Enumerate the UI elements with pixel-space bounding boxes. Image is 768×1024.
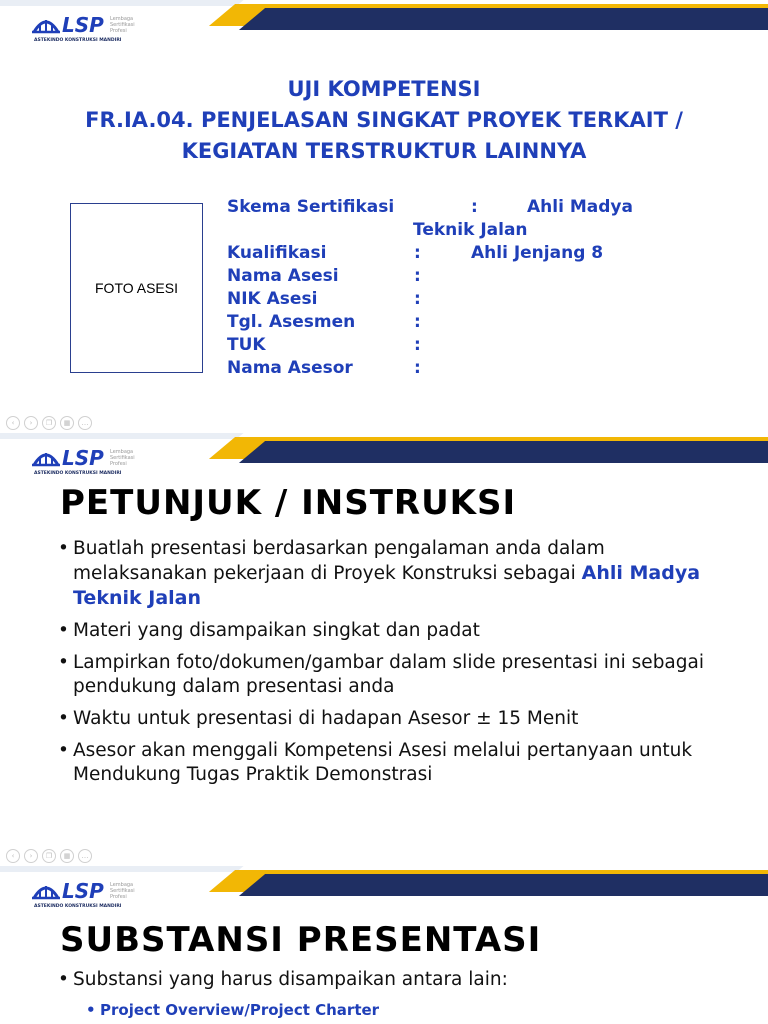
list-item: • Lampirkan foto/dokumen/gambar dalam slide presentasi ini sebagai pendukung dalam presentasi anda [58,651,738,699]
list-item [58,537,738,611]
header-navy-stripe [239,8,768,30]
instruction-list [58,537,738,795]
svg-text:ASTEKINDO KONSTRUKSI MANDIRI: ASTEKINDO KONSTRUKSI MANDIRI [34,471,122,476]
header-light-stripe [0,0,244,6]
section-heading: SUBSTANSI PRESENTASI [60,920,542,960]
slide-nav-controls [6,849,92,863]
instruction-text-1: Buatlah presentasi berdasarkan pengalaman anda dalam melaksanakan pekerjaan di Proyek Konstruksi sebagai [73,538,605,584]
nik-label: NIK Asesi [227,289,318,309]
list-item: • Waktu untuk presentasi di hadapan Asesor ± 15 Menit [58,707,738,731]
instruction-highlight: Ahli Madya Teknik Jalan [73,562,701,609]
tgl-asesmen-label: Tgl. Asesmen [227,312,356,332]
lsp-logo [30,874,142,910]
svg-text:ASTEKINDO KONSTRUKSI MANDIRI: ASTEKINDO KONSTRUKSI MANDIRI [34,38,122,43]
header-navy-stripe [239,874,768,896]
list-item: • Project Overview/Project Charter [58,998,738,1022]
more-icon[interactable]: … [78,416,92,430]
svg-text:Profesi: Profesi [110,894,127,900]
prev-icon[interactable]: ‹ [6,849,20,863]
list-item: • Substansi yang harus disampaikan antara lain: [58,968,738,992]
more-icon[interactable]: … [78,849,92,863]
nik-colon: : [414,289,421,309]
lsp-logo [30,8,142,44]
section-heading: PETUNJUK / INSTRUKSI [60,483,517,523]
kualifikasi-value: Ahli Jenjang 8 [471,243,604,263]
skema-colon: : [471,197,478,217]
grid-icon[interactable]: ▦ [60,849,74,863]
prev-icon[interactable]: ‹ [6,416,20,430]
slide-title [0,74,768,167]
header-navy-stripe [239,441,768,463]
grid-icon[interactable]: ▦ [60,416,74,430]
list-item: • Materi yang disampaikan singkat dan padat [58,619,738,643]
svg-text:Profesi: Profesi [110,28,127,34]
list-item: • Asesor akan menggali Kompetensi Asesi melalui pertanyaan untuk Mendukung Tugas Praktik Demonstrasi [58,739,738,787]
svg-text:Sertifikasi: Sertifikasi [110,22,135,28]
skema-label: Skema Sertifikasi [227,197,395,217]
tuk-colon: : [414,335,421,355]
svg-text:Profesi: Profesi [110,461,127,467]
svg-text:LSP: LSP [62,13,104,37]
next-icon[interactable]: › [24,416,38,430]
photo-label: FOTO ASESI [95,280,178,296]
lsp-logo [30,441,142,477]
title-line-3: KEGIATAN TERSTRUKTUR LAINNYA [181,139,587,163]
nama-asesi-colon: : [414,266,421,286]
svg-text:Lembaga: Lembaga [110,449,134,455]
copy-icon[interactable]: ❐ [42,849,56,863]
photo-placeholder [70,203,203,373]
tuk-label: TUK [227,335,266,355]
next-icon[interactable]: › [24,849,38,863]
svg-text:ASTEKINDO KONSTRUKSI MANDIRI: ASTEKINDO KONSTRUKSI MANDIRI [34,904,122,909]
nama-asesor-colon: : [414,358,421,378]
svg-text:Lembaga: Lembaga [110,16,134,22]
skema-value-cont: Teknik Jalan [413,220,528,240]
svg-text:Sertifikasi: Sertifikasi [110,888,135,894]
substance-list [58,968,738,1022]
slide-1 [0,0,768,433]
skema-value: Ahli Madya [527,197,633,217]
kualifikasi-label: Kualifikasi [227,243,327,263]
svg-text:Sertifikasi: Sertifikasi [110,455,135,461]
slide-nav-controls [6,416,92,430]
header-light-stripe [0,433,244,439]
header-light-stripe [0,866,244,872]
nama-asesor-label: Nama Asesor [227,358,353,378]
slide-2 [0,433,768,866]
svg-text:LSP: LSP [62,879,104,903]
copy-icon[interactable]: ❐ [42,416,56,430]
nama-asesi-label: Nama Asesi [227,266,339,286]
kualifikasi-colon: : [414,243,421,263]
svg-text:LSP: LSP [62,446,104,470]
title-line-1: UJI KOMPETENSI [287,77,481,101]
tgl-asesmen-colon: : [414,312,421,332]
slide-3 [0,866,768,1024]
svg-text:Lembaga: Lembaga [110,882,134,888]
title-line-2: FR.IA.04. PENJELASAN SINGKAT PROYEK TERKAIT / [85,108,683,132]
